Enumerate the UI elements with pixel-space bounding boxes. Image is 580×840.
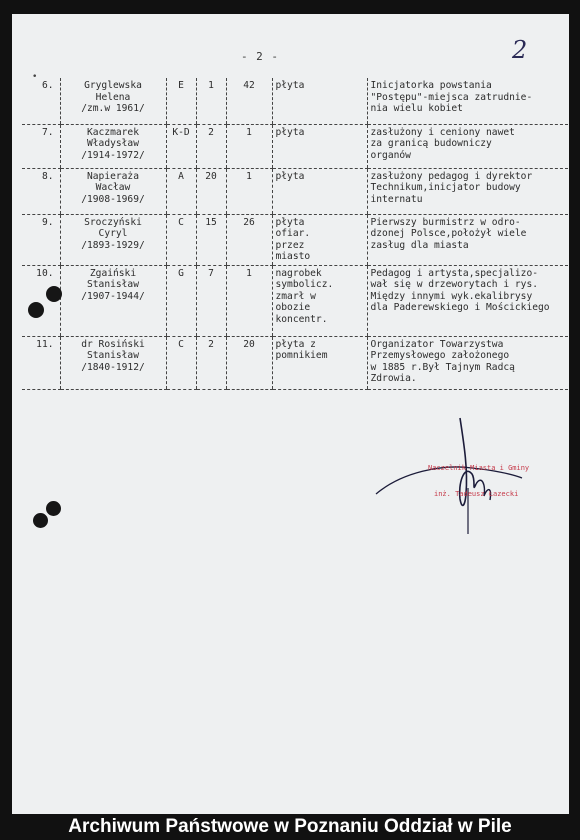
record-grave-number: 1: [226, 124, 272, 168]
name-line: /1893-1929/: [81, 239, 145, 251]
records-table: [22, 78, 568, 390]
monument-type-line: płyta: [275, 216, 305, 228]
monument-type-line: obozie: [275, 302, 311, 313]
record-grave-number: 1: [226, 265, 272, 336]
description-line: dla Paderewskiego i Mościckiego: [370, 302, 550, 313]
name-line: Cyryl: [98, 228, 128, 239]
table-row: [22, 265, 568, 336]
document-page: [12, 14, 569, 814]
monument-type-line: koncentr.: [275, 313, 328, 325]
record-number: 10.: [22, 265, 60, 336]
record-description: [367, 214, 568, 265]
record-category: C: [166, 214, 196, 265]
record-description: [367, 168, 568, 214]
name-line: Zgaiński: [89, 267, 137, 279]
record-number: 11.: [22, 336, 60, 389]
description-line: dzonej Polsce,położył wiele: [370, 228, 527, 239]
description-line: w 1885 r.Był Tajnym Radcą: [370, 361, 515, 373]
monument-type-line: zmarł w: [275, 290, 316, 302]
official-stamp-title: Naczelnik Miasta i Gminy: [428, 464, 530, 472]
record-name: [60, 214, 166, 265]
record-monument-type: [272, 265, 367, 336]
record-number: 6.: [22, 78, 60, 124]
table-row: [22, 78, 568, 124]
record-category: G: [166, 265, 196, 336]
name-line: Władysław: [87, 138, 139, 149]
record-category: C: [166, 336, 196, 389]
name-line: Stanisław: [87, 279, 139, 290]
description-line: Pedagog i artysta,specjalizo-: [370, 267, 539, 279]
record-field-number: 7: [196, 265, 226, 336]
record-description: [367, 124, 568, 168]
name-line: /zm.w 1961/: [81, 103, 145, 114]
record-field-number: 2: [196, 336, 226, 389]
description-line: "Postępu"-miejsca zatrudnie-: [370, 91, 533, 103]
name-line: Gryglewska: [84, 80, 142, 91]
description-line: zasłużony i ceniony nawet: [370, 126, 515, 138]
punch-hole: [46, 501, 61, 516]
record-name: [60, 265, 166, 336]
record-grave-number: 26: [226, 214, 272, 265]
description-line: Zdrowia.: [370, 373, 417, 384]
record-category: A: [166, 168, 196, 214]
description-line: organów: [370, 149, 411, 161]
description-line: nia wielu kobiet: [370, 103, 463, 114]
record-name: [60, 124, 166, 168]
name-line: Napieraża: [87, 170, 139, 182]
page-number: - 2 -: [240, 50, 280, 63]
record-number: 9.: [22, 214, 60, 265]
monument-type-line: przez: [275, 239, 305, 251]
record-name: [60, 78, 166, 124]
description-line: zasłużony pedagog i dyrektor: [370, 170, 533, 182]
record-description: [367, 265, 568, 336]
monument-type-line: płyta: [275, 80, 305, 91]
table-row: [22, 168, 568, 214]
record-number: 8.: [22, 168, 60, 214]
monument-type-line: nagrobek: [275, 267, 322, 279]
punch-hole: [28, 302, 44, 318]
record-field-number: 20: [196, 168, 226, 214]
record-grave-number: 42: [226, 78, 272, 124]
description-line: wał się w drzeworytach i rys.: [370, 279, 539, 290]
name-line: dr Rosiński: [81, 338, 145, 350]
record-category: K-D: [166, 124, 196, 168]
monument-type-line: płyta z: [275, 338, 316, 350]
description-line: Pierwszy burmistrz w odro-: [370, 216, 521, 228]
name-line: Wacław: [95, 182, 131, 193]
description-line: Między innymi wyk.ekalibrysy: [370, 290, 533, 302]
description-line: Technikum,inicjator budowy: [370, 182, 521, 193]
record-category: E: [166, 78, 196, 124]
monument-type-line: symbolicz.: [275, 279, 334, 290]
monument-type-line: pomnikiem: [275, 350, 328, 361]
name-line: /1908-1969/: [81, 193, 145, 205]
description-line: Organizator Towarzystwa: [370, 338, 504, 350]
record-monument-type: [272, 124, 367, 168]
record-monument-type: [272, 78, 367, 124]
description-line: za granicą budowniczy: [370, 138, 492, 149]
record-name: [60, 168, 166, 214]
record-monument-type: [272, 168, 367, 214]
name-line: /1840-1912/: [81, 361, 145, 373]
record-name: [60, 336, 166, 389]
description-line: Przemysłowego założonego: [370, 350, 510, 361]
table-row: [22, 214, 568, 265]
description-line: zasług dla miasta: [370, 239, 469, 251]
handwritten-signature: [372, 414, 569, 554]
name-line: /1914-1972/: [81, 149, 145, 161]
record-grave-number: 1: [226, 168, 272, 214]
record-description: [367, 78, 568, 124]
name-line: Stanisław: [87, 350, 139, 361]
margin-dot: •: [32, 72, 38, 82]
monument-type-line: płyta: [275, 126, 305, 138]
table-row: [22, 124, 568, 168]
record-grave-number: 20: [226, 336, 272, 389]
record-monument-type: [272, 214, 367, 265]
name-line: Sroczyński: [84, 216, 142, 228]
handwritten-page-mark: 2: [512, 36, 528, 64]
record-field-number: 1: [196, 78, 226, 124]
name-line: Kaczmarek: [87, 126, 139, 138]
description-line: internatu: [370, 193, 423, 205]
archive-footer: Archiwum Państwowe w Poznaniu Oddział w Pile: [68, 816, 512, 837]
table-row: [22, 336, 568, 389]
punch-hole: [46, 286, 62, 302]
record-monument-type: [272, 336, 367, 389]
name-line: /1907-1944/: [81, 290, 145, 302]
punch-hole: [33, 513, 48, 528]
official-stamp-name: inż. Tadeusz Łazecki: [434, 490, 519, 498]
monument-type-line: płyta: [275, 170, 305, 182]
record-field-number: 2: [196, 124, 226, 168]
description-line: Inicjatorka powstania: [370, 80, 492, 91]
record-number: 7.: [22, 124, 60, 168]
name-line: Helena: [95, 91, 131, 103]
record-field-number: 15: [196, 214, 226, 265]
record-description: [367, 336, 568, 389]
monument-type-line: ofiar.: [275, 228, 311, 239]
monument-type-line: miasto: [275, 251, 311, 262]
